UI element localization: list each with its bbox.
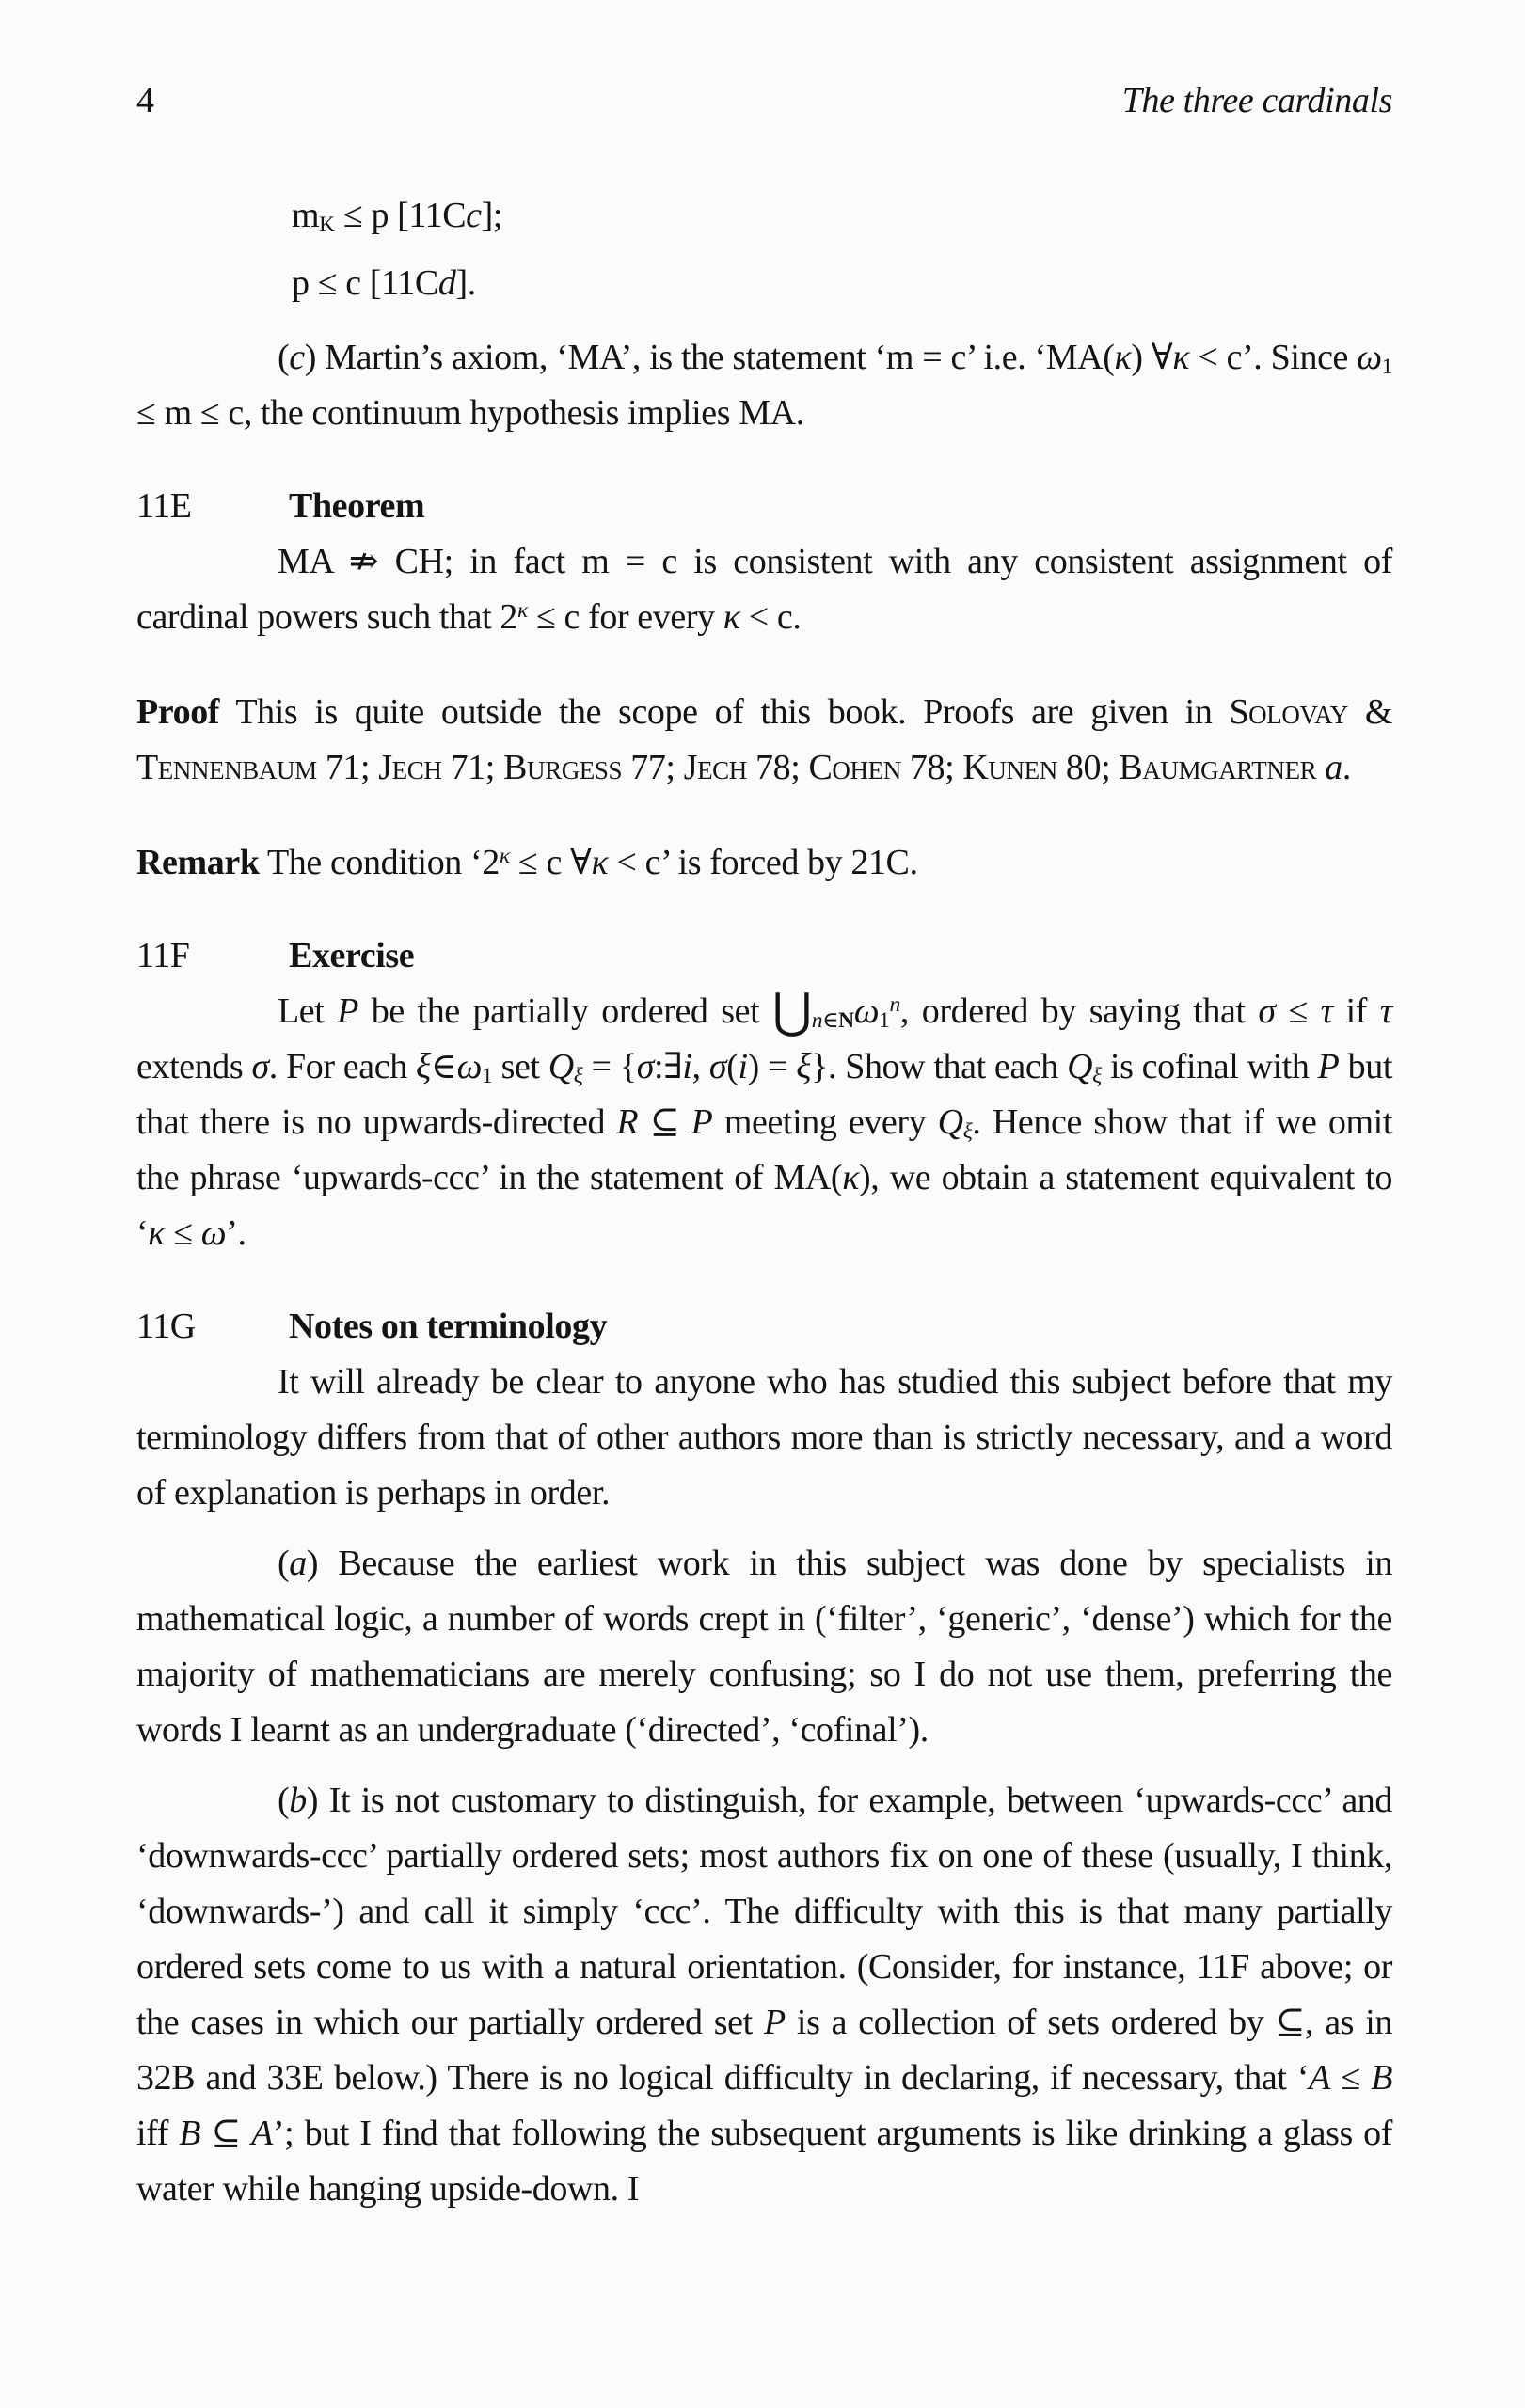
text-segment: b [289,1781,307,1820]
text-segment: ω [1357,338,1382,377]
text-segment: ∈ [430,1047,457,1086]
text-segment: ) ∀ [1131,338,1173,377]
proof-paragraph [136,685,1392,796]
text-segment: σ [251,1047,269,1086]
text-segment: set [492,1047,548,1086]
text-segment: 80; [1056,748,1120,787]
text-segment: ( [278,1544,290,1583]
text-segment: ≤ [309,263,346,303]
text-segment: Burgess [503,748,623,787]
text-segment: ), we obtain a statement equivalent to ‘ [136,1158,1393,1253]
text-segment: 1 [1381,354,1393,379]
running-head: The three cardinals [1121,81,1392,120]
text-segment: Q [1067,1047,1093,1086]
text-segment: ’; but I find that following the subsequent arguments is like drinking a glass of water while hanging upside-down. I [136,2114,1392,2209]
text-segment: is a collection of sets ordered by ⊆, as in 32B and 33E below.) There is no logical difficulty in declaring, if necessary, that ‘ [136,2003,1392,2098]
text-segment: ≤ [1329,2058,1372,2098]
text-segment: c [1226,338,1243,377]
text-segment: ≤ [165,1213,201,1253]
text-segment: p [292,263,310,303]
remark-paragraph [136,835,1392,891]
section-title: Exercise [289,936,415,975]
text-segment: is consistent with any consistent assignment of cardinal powers such that 2 [136,542,1392,637]
text-segment: κ [842,1158,860,1197]
paragraph-a [136,1536,1392,1758]
text-segment: It will already be clear to anyone who has studied this subject before that my terminology differs from that of other authors more than is strictly necessary, and a word of explanation is perhaps in order. [136,1362,1392,1513]
section-number: 11F [136,936,190,975]
text-segment: c [345,263,361,303]
text-segment: = { [582,1047,637,1086]
text-segment: τ [1379,991,1392,1031]
text-segment: κ [1172,338,1190,377]
text-segment: τ [1320,991,1333,1031]
text-segment: B [1371,2058,1392,2098]
section-heading-11G [136,1299,1392,1354]
text-segment: MA ⇏ CH; in fact [278,542,582,581]
text-segment: ω [200,1213,227,1253]
text-segment: P [763,2003,786,2042]
text-segment: σ [636,1047,655,1086]
text-segment: The condition ‘2 [259,843,500,882]
text-segment: & [1347,692,1392,732]
text-segment: ∈ [822,1007,839,1033]
text-segment: P [691,1102,713,1142]
text-segment: c [661,542,677,581]
text-segment: . For each [268,1047,416,1086]
text-segment: be the partially ordered set [358,991,773,1031]
text-segment: Remark [136,843,260,882]
text-segment: . [1342,748,1352,787]
text-segment: n [811,1007,823,1033]
text-segment: :∃ [654,1047,683,1086]
section-number: 11G [136,1307,196,1346]
paragraph-b [136,1773,1392,2217]
text-segment: }. Show that each [811,1047,1068,1086]
text-segment: d [437,263,456,303]
text-segment: c [644,843,661,882]
display-equations [292,182,1392,317]
text-segment: i [682,1047,692,1086]
text-segment: = [609,542,662,581]
text-segment: 1 [482,1063,493,1088]
text-segment: , the continuum hypothesis implies MA. [243,393,804,433]
text-segment: 77; [622,748,684,787]
text-segment: i [738,1047,748,1086]
text-segment: Baumgartner [1119,748,1317,787]
text-segment: ξ [415,1047,431,1086]
text-segment: ) = [747,1047,797,1086]
text-segment: < [1189,338,1227,377]
text-segment: ) Because the earliest work in this subject was done by specialists in mathematical logic, a number of words crept in (‘filter’, ‘generic’, ‘dense’) which for the majority of mathematicians are merely confusing; so I do not use them, preferring the words I learnt as an undergraduate (‘directed’, ‘cofinal’). [136,1544,1392,1750]
text-segment: ( [726,1047,739,1086]
text-segment: Solovay [1229,692,1348,732]
exercise-11F-body [136,984,1392,1261]
text-segment: κ [591,843,609,882]
text-segment: ) It is not customary to distinguish, for example, between ‘upwards-ccc’ and ‘downwards-ccc’ partially ordered sets; most authors fix on one of these (usually, I think, ‘downwards-’) and call it simply ‘ccc’. The difficulty with this is that many partially ordered sets come to us with a natural orientation. (Consider, for instance, 11F above; or the cases in which our partially ordered set [136,1781,1392,2042]
text-segment: κ [1114,338,1132,377]
text-segment: < [608,843,645,882]
text-segment: ≤ [527,597,564,637]
text-segment: Kunen [962,748,1057,787]
text-segment: ]. [455,263,476,303]
text-segment: meeting every [712,1102,938,1142]
text-segment: [11C [360,263,438,303]
text-segment: c [564,597,580,637]
equation-line [292,182,1392,249]
text-segment: Jech [378,748,442,787]
text-segment: ]; [481,196,503,235]
text-segment: σ [1258,991,1276,1031]
text-segment: m [292,196,320,235]
text-segment: R [616,1102,639,1142]
text-segment: κ [516,598,528,624]
text-segment: c [466,196,482,235]
text-segment: c [546,843,562,882]
text-segment: < [739,597,777,637]
text-segment: P [337,991,358,1031]
text-segment: = [913,338,951,377]
text-segment: ⊆ [200,2114,252,2153]
text-segment: Q [548,1047,574,1086]
text-segment: ≤ [136,393,165,433]
text-segment: c [289,338,305,377]
text-segment: ’ i.e. ‘MA( [965,338,1115,377]
text-segment: c [228,393,244,433]
text-segment: κ [723,597,740,637]
text-segment: ξ [796,1047,812,1086]
text-segment: ∀ [561,843,592,882]
section-heading-11E [136,479,1392,534]
equation-line [292,249,1392,317]
text-segment: ( [278,338,290,377]
text-segment: A [251,2114,273,2153]
text-segment: B [179,2114,201,2153]
text-segment: p [371,196,389,235]
text-segment: c [776,597,793,637]
theorem-11E-body [136,534,1392,645]
text-segment: P [1317,1047,1340,1086]
text-segment: N [838,1007,854,1033]
text-segment: but that there is no upwards-directed [136,1047,1392,1142]
text-segment: κ [148,1213,166,1253]
text-segment: n [889,992,900,1018]
text-segment: ⋃ [772,985,812,1039]
text-segment: extends [136,1047,252,1086]
section-number: 11E [136,486,192,526]
text-segment: Proof [136,692,220,732]
text-segment: Q [937,1102,963,1142]
text-segment: ω [456,1047,483,1086]
text-segment: ξ [1092,1063,1102,1088]
text-segment: ⊆ [638,1102,691,1142]
text-segment: ξ [573,1063,583,1088]
text-segment [1316,748,1325,787]
text-segment: 78; [746,748,809,787]
text-segment: Cohen [808,748,901,787]
text-segment: ’. [226,1213,246,1253]
text-segment: Tennenbaum [136,748,317,787]
text-segment: a [1325,748,1342,787]
text-segment: ≤ [191,393,229,433]
text-segment: Let [278,991,338,1031]
text-segment: K [319,212,335,237]
text-segment: ≤ [334,196,372,235]
text-segment: m [164,393,192,433]
section-heading-11F [136,928,1392,984]
text-segment: ( [278,1781,290,1820]
text-segment: , [691,1047,709,1086]
paragraph-c [136,330,1392,441]
text-segment: ’ is forced by 21C. [660,843,918,882]
text-segment: . [792,597,802,637]
text-segment: c [950,338,966,377]
text-segment: ’. Since [1242,338,1358,377]
text-segment: , ordered by saying that [899,991,1259,1031]
page-number: 4 [136,81,154,120]
text-segment: 71; [441,748,504,787]
text-segment: is cofinal with [1101,1047,1318,1086]
text-segment: 71; [316,748,379,787]
text-segment: ≤ [509,843,547,882]
text-segment: κ [499,844,510,869]
text-segment: ω [853,991,880,1031]
text-segment: Jech [683,748,747,787]
text-segment: A [1309,2058,1330,2098]
text-segment: ≤ [1275,991,1321,1031]
text-segment: for every [580,597,723,637]
text-segment: 1 [879,1007,890,1033]
text-segment: . Hence show that if we omit the phrase ‘upwards-ccc’ in the statement of MA( [136,1102,1392,1197]
section-title: Notes on terminology [289,1307,608,1346]
text-segment: iff [136,2114,180,2153]
text-segment: [11C [389,196,467,235]
text-segment: σ [708,1047,727,1086]
text-segment: ξ [962,1118,973,1144]
text-segment: if [1332,991,1380,1031]
text-segment: 78; [900,748,963,787]
notes-11G-intro [136,1354,1392,1521]
section-title: Theorem [289,486,425,526]
text-segment: m [581,542,610,581]
text-segment: ) Martin’s axiom, ‘MA’, is the statement ‘ [304,338,886,377]
text-segment: a [289,1544,307,1583]
text-segment: This is quite outside the scope of this book. Proofs are given in [219,692,1230,732]
text-segment: m [885,338,914,377]
page-header [136,73,1392,129]
